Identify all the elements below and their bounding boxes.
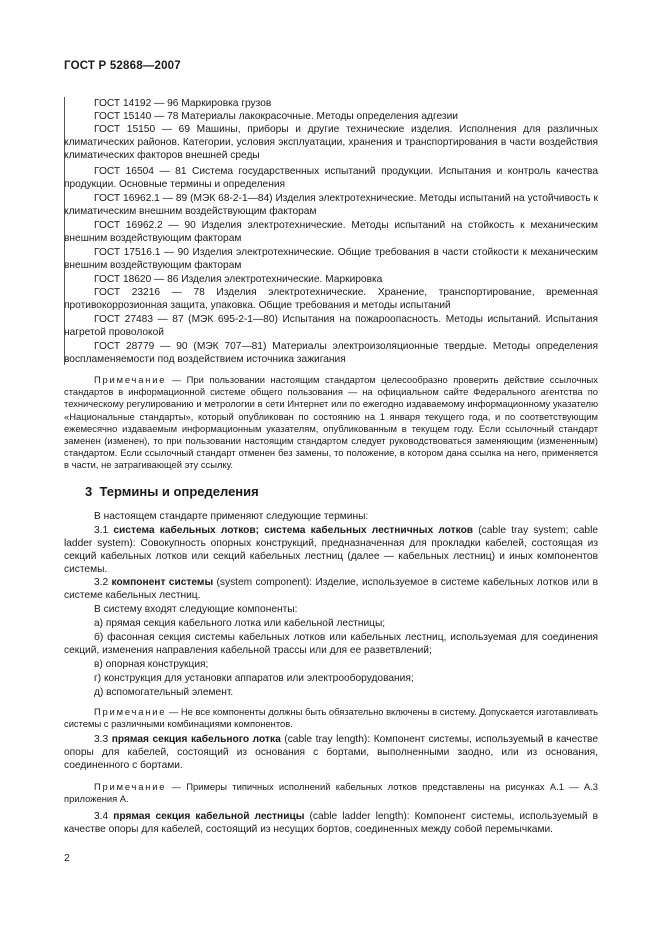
term-definition: (cable ladder length): Компонент системы, используемый в качестве опоры для кабелей, состоящий из несущих бортов, соединенных между собой перемычками. — [64, 811, 598, 835]
components-intro: В систему входят следующие компоненты: — [94, 604, 298, 615]
note-components: Примечание — Не все компоненты должны быть обязательно включены в систему. Допускается изготавливать системы с различными комбинациями компонентов. — [64, 706, 598, 730]
reference-item: ГОСТ 15150 — 69 Машины, приборы и другие технические изделия. Исполнения для различных климатических районов. Категории, условия эксплуатации, хранения и транспортирования в части воздействия климатических факторов внешней среды — [64, 124, 598, 161]
component-item: а) прямая секция кабельного лотка или кабельной лестницы; — [94, 618, 386, 629]
note-text: При пользовании настоящим стандартом целесообразно проверить действие ссылочных стандартов в информационной системе общего пользования — на официальном сайте Федерального агентства по техническому регулированию и метрологии в сети Интернет или по ежегодно издаваемому информационному указателю «Национальные стандарты», который опубликован по состоянию на 1 января текущего года, и по соответствующим ежемесячно издаваемым информационным указателям, опубликованным в текущем году. Если ссылочный стандарт заменен (изменен), то при пользовании настоящим стандартом следует руководствоваться заменяющим (измененным) стандартом. Если ссылочный стандарт отменен без замены, то положение, в котором дана ссылка на него, применяется в части, не затрагивающей эту ссылку. — [64, 374, 598, 471]
term-3-4: 3.4 прямая секция кабельной лестницы (cable ladder length): Компонент системы, используемый в качестве опоры для кабелей, состоящий из несущих бортов, соединенных между собой перемычками. — [64, 811, 598, 835]
intro-text: В настоящем стандарте применяют следующие термины: — [94, 511, 369, 522]
reference-item: ГОСТ 27483 — 87 (МЭК 695-2-1—80) Испытания на пожароопасность. Методы испытаний. Испытания нагретой проволокой — [64, 314, 598, 338]
note-text: Не все компоненты должны быть обязательно включены в систему. Допускается изготавливать системы с различными комбинациями компонентов. — [64, 706, 598, 730]
reference-item: ГОСТ 14192 — 96 Маркировка грузов — [94, 98, 272, 109]
section-heading — [85, 484, 259, 499]
reference-item: ГОСТ 16504 — 81 Система государственных испытаний продукции. Испытания и контроль качества продукции. Основные термины и определения — [64, 166, 598, 190]
note-examples: Примечание — Примеры типичных исполнений кабельных лотков представлены на рисунках А.1 — А.3 приложения А. — [64, 781, 598, 805]
note-references: Примечание — При пользовании настоящим стандартом целесообразно проверить действие ссылочных стандартов в информационной системе общего пользования — на официальном сайте Федерального агентства по техническому регулированию и метрологии в сети Интернет или по ежегодно издаваемому информационному указателю «Национальные стандарты», который опубликован по состоянию на 1 января текущего года, и по соответствующим ежемесячно издаваемым информационным указателям, опубликованным в текущем году. Если ссылочный стандарт заменен (изменен), то при пользовании настоящим стандартом следует руководствоваться заменяющим (измененным) стандартом. Если ссылочный стандарт отменен без замены, то положение, в котором дана ссылка на него, применяется в части, не затрагивающей эту ссылку. — [64, 374, 598, 471]
term-3-3: 3.3 прямая секция кабельного лотка (cable tray length): Компонент системы, используемый в качестве опоры для кабелей, состоящий из основания с бортами, выполненными заодно, или из основания, соединенного с бортами. — [64, 734, 599, 771]
section-number: 3 — [85, 484, 93, 499]
reference-item: ГОСТ 16962.2 — 90 Изделия электротехнические. Методы испытаний на стойкость к механическим внешним воздействующим факторам — [64, 220, 598, 244]
note-label: Примечание — [94, 706, 167, 717]
reference-item: ГОСТ 17516.1 — 90 Изделия электротехнические. Общие требования в части стойкости к механическим внешним воздействующим факторам — [64, 247, 598, 271]
reference-item: ГОСТ 16962.1 — 89 (МЭК 68-2-1—84) Изделия электротехнические. Методы испытаний на устойчивость к климатическим внешним воздействующим факторам — [64, 193, 598, 217]
note-label: Примечание — [94, 374, 167, 385]
reference-item: ГОСТ 18620 — 86 Изделия электротехнические. Маркировка — [94, 274, 383, 285]
note-label: Примечание — [94, 781, 167, 792]
term-name: компонент системы — [111, 577, 214, 588]
term-definition: (system component): Изделие, используемое в системе кабельных лотков или в системе кабельных лестниц. — [64, 577, 598, 601]
component-item: д) вспомогательный элемент. — [94, 687, 234, 698]
term-definition: (cable tray length): Компонент системы, используемый в качестве опоры для кабелей, состоящий из основания с бортами, выполненными заодно, или из основания, соединенного с бортами. — [64, 734, 599, 771]
reference-item: ГОСТ 28779 — 90 (МЭК 707—81) Материалы электроизоляционные твердые. Методы определения воспламеняемости под воздействием источника зажигания — [64, 341, 598, 365]
term-3-1: 3.1 система кабельных лотков; система кабельных лестничных лотков (cable tray system; cable ladder system): Совокупность опорных конструкций, предназначенная для прокладки кабелей, состоящая из секций кабельных лотков или секций кабельных лестниц (далее — кабельных лестниц) и иных компонентов системы. — [64, 525, 599, 575]
page-number: 2 — [64, 852, 70, 864]
component-item: б) фасонная секция системы кабельных лотков или кабельных лестниц, используемая для соединения секций, изменения направления кабельной трассы или для ее разветвлений; — [64, 632, 598, 656]
term-name: прямая секция кабельного лотка — [111, 734, 281, 745]
component-item: в) опорная конструкция; — [94, 659, 209, 670]
note-text: Примеры типичных исполнений кабельных лотков представлены на рисунках А.1 — А.3 приложения А. — [64, 781, 598, 805]
page-header: ГОСТ Р 52868—2007 — [64, 60, 181, 72]
reference-item: ГОСТ 23216 — 78 Изделия электротехнические. Хранение, транспортирование, временная противокоррозионная защита, упаковка. Общие требования и методы испытаний — [64, 287, 598, 311]
term-3-2: 3.2 компонент системы (system component): Изделие, используемое в системе кабельных лотков или в системе кабельных лестниц. — [64, 577, 598, 601]
section-title: Термины и определения — [99, 484, 259, 499]
reference-item: ГОСТ 15140 — 78 Материалы лакокрасочные. Методы определения адгезии — [94, 111, 458, 122]
term-definition: (cable tray system; cable ladder system): Совокупность опорных конструкций, предназначенная для прокладки кабелей, состоящая из секций кабельных лотков или секций кабельных лестниц (далее — кабельных лестниц) и иных компонентов системы. — [64, 525, 599, 575]
term-name: прямая секция кабельной лестницы — [113, 811, 305, 822]
term-name: система кабельных лотков; система кабельных лестничных лотков — [113, 525, 474, 536]
component-item: г) конструкция для установки аппаратов или электрооборудования; — [94, 673, 414, 684]
